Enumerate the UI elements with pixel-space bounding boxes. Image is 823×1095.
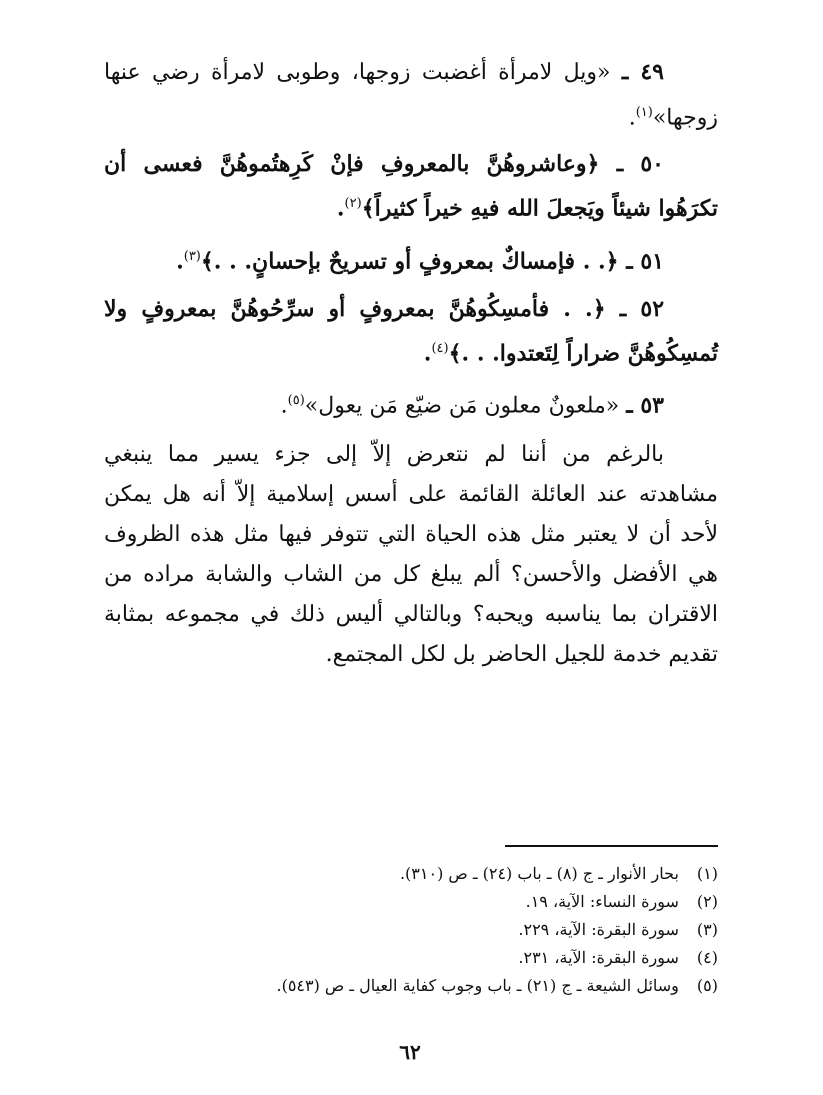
body-paragraph: بالرغم من أننا لم نتعرض إلاّ إلى جزء يسير مما ينبغي مشاهدته عند العائلة القائمة على أسس إسلامية إلاّ أنه هل يمكن لأحد أن لا يعتبر مثل هذه الحياة التي تتوفر فيها مثل هذه الظروف هي الأفضل والأحسن؟ ألم يبلغ كل من الشاب والشابة مراده من الاقتران بما يناسبه ويحبه؟ وبالتالي أليس ذلك في مجموعه بمثابة تقديم خدمة للجيل الحاضر بل لكل المجتمع. <box>104 441 718 667</box>
item-text: ﴿وعاشروهُنَّ بالمعروفِ فإنْ كَرِهتُموهُنَّ فعسى أن تكرَهُوا شيئاً ويَجعلَ الله فيهِ خيراً كثيراً﴾ <box>104 151 718 222</box>
main-text <box>104 52 718 675</box>
item-text: ﴿. . فأمسِكُوهُنَّ بمعروفٍ أو سرِّحُوهُنَّ بمعروفٍ ولا تُمسِكُوهُنَّ ضراراً لِتَعتدوا. . .﴾ <box>104 295 718 367</box>
footnote-number: (٣) <box>696 920 718 939</box>
footnote-number: (٤) <box>696 948 718 967</box>
hadith-item-49 <box>104 52 718 138</box>
footnotes <box>150 860 718 1000</box>
hadith-item-53 <box>104 381 718 426</box>
item-number: ٤٩ ـ <box>621 59 664 85</box>
footnote-ref: (٣) <box>183 248 201 264</box>
item-end: . <box>280 393 288 419</box>
page-number: ٦٢ <box>399 1040 421 1064</box>
verse-item-51 <box>104 237 718 281</box>
item-text: «ويل لامرأة أغضبت زوجها، وطوبى لامرأة رضي عنها زوجها» <box>104 60 718 131</box>
verse-item-52 <box>104 289 718 373</box>
footnote-text: وسائل الشيعة ـ ج (٢١) ـ باب وجوب كفاية العيال ـ ص (٥٤٣). <box>276 976 679 995</box>
item-number: ٥٢ ـ <box>619 295 665 322</box>
footnote-5 <box>150 972 718 1000</box>
footnote-number: (١) <box>696 864 718 883</box>
item-end: . <box>423 340 432 367</box>
item-end: . <box>628 105 636 131</box>
footnote-2 <box>150 888 718 916</box>
verse-item-50 <box>104 144 718 228</box>
footnote-ref: (١) <box>635 105 653 120</box>
item-end: . <box>336 195 345 222</box>
footnote-divider <box>505 845 718 847</box>
footnote-text: بحار الأنوار ـ ج (٨) ـ باب (٢٤) ـ ص (٣١٠). <box>399 864 679 883</box>
item-number: ٥١ ـ <box>626 247 664 274</box>
footnote-ref: (٤) <box>431 340 449 356</box>
footnote-4 <box>150 944 718 972</box>
item-end: . <box>176 247 184 274</box>
footnote-number: (٢) <box>696 892 718 911</box>
footnote-text: سورة البقرة: الآية، ٢٣١. <box>518 948 679 967</box>
item-text: «ملعونٌ معلون مَن ضيّع مَن يعول» <box>304 393 620 419</box>
footnote-text: سورة النساء: الآية، ١٩. <box>525 892 679 911</box>
footnote-ref: (٥) <box>287 393 305 409</box>
footnote-3 <box>150 916 718 944</box>
footnote-number: (٥) <box>696 976 718 995</box>
footnote-text: سورة البقرة: الآية، ٢٢٩. <box>518 920 679 939</box>
item-number: ٥٠ ـ <box>616 151 664 178</box>
item-text: ﴿. . فإمساكٌ بمعروفٍ أو تسريحٌ بإحسانٍ. . .﴾ <box>200 247 619 274</box>
item-number: ٥٣ ـ <box>626 392 664 419</box>
footnote-ref: (٢) <box>344 196 362 212</box>
footnote-1 <box>150 860 718 888</box>
